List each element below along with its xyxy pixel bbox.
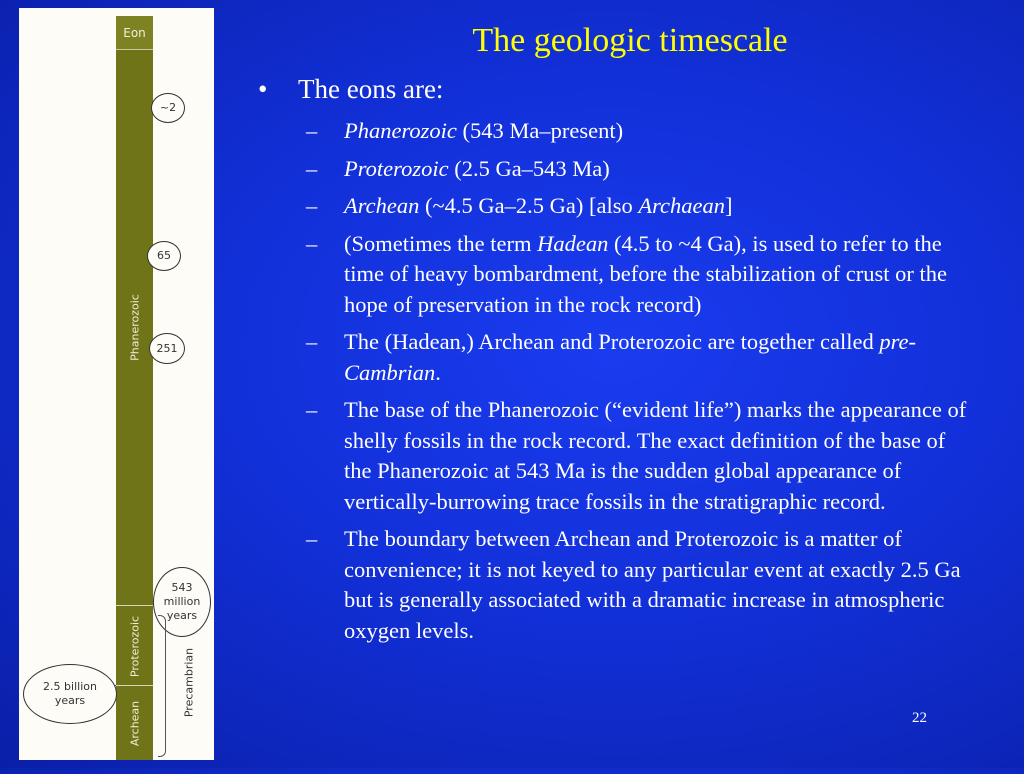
item-text: The (Hadean,) Archean and Proterozoic are together called	[344, 329, 880, 354]
item-text: (4.5 to ~4 Ga), is used to refer to the time of heavy bombardment, before the stabilization of crust or the hope of preservation in the rock record)	[344, 230, 947, 317]
eon-header: Eon	[116, 16, 153, 50]
slide-title: The geologic timescale	[472, 22, 788, 59]
list-item	[306, 524, 976, 646]
page-number: 22	[912, 710, 927, 726]
list-item	[306, 395, 976, 517]
eon-sublist	[306, 116, 976, 653]
dash-glyph: –	[306, 230, 318, 256]
term: pre-Cambrian	[344, 329, 917, 385]
list-item	[306, 327, 976, 388]
dash-glyph: –	[306, 329, 318, 354]
precambrian-bracket	[158, 615, 166, 757]
term: Proterozoic	[344, 155, 449, 181]
list-item	[306, 154, 976, 185]
main-bullet	[258, 74, 443, 105]
term: Phanerozoic	[344, 118, 457, 143]
item-text: (2.5 Ga–543 Ma)	[448, 155, 610, 181]
callout-2-5-billion-years: 2.5 billion years	[23, 664, 117, 724]
item-text: (543 Ma–present)	[456, 118, 624, 143]
eon-label-archean: Archean	[128, 700, 142, 747]
list-item	[306, 191, 976, 222]
dash-glyph: –	[306, 155, 318, 181]
item-text: The base of the Phanerozoic (“evident life”) marks the appearance of shelly fossils in the rock record. The exact definition of the base of the Phanerozoic at 543 Ma is the sudden global appearance of vertically-burrowing trace fossils in the stratigraphic record.	[344, 397, 967, 514]
precambrian-label: Precambrian	[182, 647, 196, 718]
main-bullet-text: The eons are:	[298, 74, 444, 104]
item-text: (~4.5 Ga–2.5 Ga) [also	[419, 193, 639, 218]
term: Hadean	[537, 230, 609, 256]
item-text: .	[435, 359, 441, 385]
dash-glyph: –	[306, 526, 318, 551]
dash-glyph: –	[306, 193, 318, 218]
item-text: (Sometimes the term	[344, 230, 538, 256]
timescale-figure	[19, 8, 214, 760]
eon-label-phanerozoic: Phanerozoic	[128, 294, 142, 361]
callout-251: 251	[149, 333, 185, 364]
list-item	[306, 229, 976, 321]
dash-glyph: –	[306, 397, 318, 422]
item-text: The boundary between Archean and Proterozoic is a matter of convenience; it is not keyed to any particular event at exactly 2.5 Ga but is generally associated with a dramatic increase in atmospheric oxygen levels.	[344, 526, 961, 643]
callout-2: ~2	[151, 93, 185, 123]
list-item	[306, 116, 976, 147]
callout-65: 65	[147, 241, 181, 271]
dash-glyph: –	[306, 118, 318, 143]
callout-543-million-years: 543 million years	[153, 567, 211, 637]
item-text: ]	[725, 193, 733, 218]
term: Archean	[344, 193, 420, 218]
eon-label-proterozoic: Proterozoic	[128, 615, 142, 678]
term: Archaean	[638, 193, 726, 218]
bullet-glyph: •	[258, 74, 268, 104]
